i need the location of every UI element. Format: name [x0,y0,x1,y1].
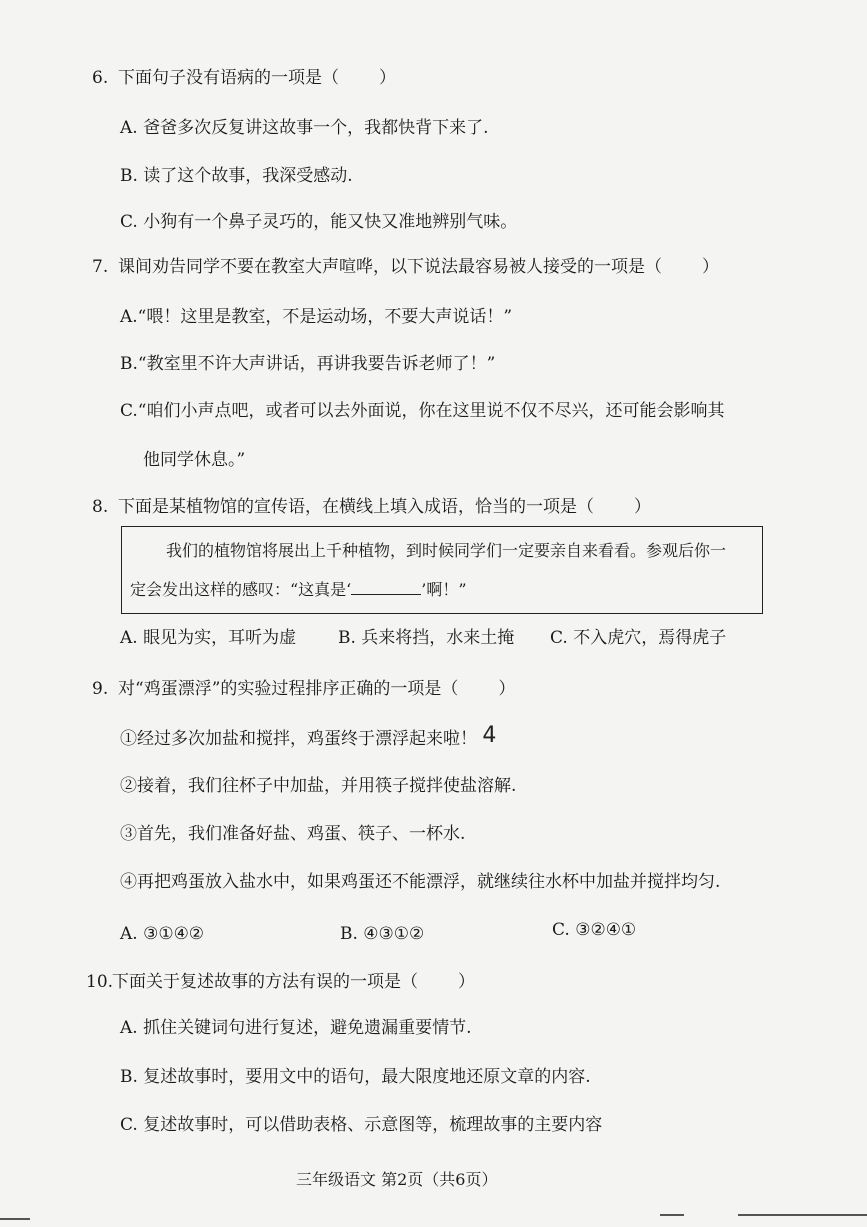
option-c-continued: 他同学休息。” [143,450,246,470]
option-a: A. 抓住关键词句进行复述，避免遗漏重要情节. [120,1018,472,1038]
step-3: ③首先，我们准备好盐、鸡蛋、筷子、一杯水. [120,824,466,844]
step-2: ②接着，我们往杯子中加盐，并用筷子搅拌使盐溶解. [120,776,517,796]
option-b: B. 兵来将挡，水来土掩 [338,628,515,648]
question-stem: 下面是某植物馆的宣传语，在横线上填入成语，恰当的一项是（ [118,497,594,517]
step-1 [120,723,497,751]
question-number: 10. [86,972,114,992]
option-a: A.“喂！这里是教室，不是运动场，不要大声说话！” [120,307,513,327]
question-number: 9. [92,679,109,699]
question-stem: 下面句子没有语病的一项是（ [118,68,339,88]
scan-edge-mark [738,1214,867,1216]
question-7 [92,255,719,279]
slogan-line-2 [130,579,467,601]
scan-edge-mark [0,1218,30,1220]
answer-paren-close: ） [379,68,396,88]
slogan-line-2-end: ’啊！” [421,580,467,599]
option-c: C. 小狗有一个鼻子灵巧的，能又快又准地辨别气味。 [120,212,518,232]
option-b: B.“教室里不许大声讲话，再讲我要告诉老师了！” [120,354,496,374]
answer-paren-close: ） [498,679,516,699]
answer-paren-close: ） [702,257,719,277]
question-9 [92,677,515,701]
page-footer: 三年级语文 第2页（共6页） [296,1170,498,1189]
option-c: C. 不入虎穴，焉得虎子 [550,628,727,648]
step-1-text: ①经过多次加盐和搅拌，鸡蛋终于漂浮起来啦！ [120,729,477,749]
option-a: A. ③①④② [120,924,205,944]
scan-edge-mark [660,1214,684,1216]
question-number: 8. [92,497,109,517]
fill-in-blank [351,580,421,595]
option-b: B. ④③①② [340,924,425,944]
option-c: C. 复述故事时，可以借助表格、示意图等，梳理故事的主要内容 [120,1115,603,1135]
answer-paren-close: ） [634,497,651,517]
question-6 [92,66,396,90]
slogan-box [121,526,763,614]
handwritten-mark: 4 [482,723,497,748]
question-stem: 下面关于复述故事的方法有误的一项是（ [112,972,418,992]
option-b: B. 读了这个故事，我深受感动. [120,166,353,186]
option-c: C.“咱们小声点吧，或者可以去外面说，你在这里说不仅不尽兴，还可能会影响其 [120,401,725,421]
option-b: B. 复述故事时，要用文中的语句，最大限度地还原文章的内容. [120,1067,591,1087]
step-4: ④再把鸡蛋放入盐水中，如果鸡蛋还不能漂浮，就继续往水杯中加盐并搅拌均匀. [120,872,721,892]
question-number: 7. [92,257,109,277]
question-stem: 课间劝告同学不要在教室大声喧哗，以下说法最容易被人接受的一项是（ [118,257,662,277]
question-number: 6. [92,68,109,88]
question-10 [86,970,475,994]
answer-paren-close: ） [458,972,475,992]
option-c: C. ③②④① [552,920,637,940]
option-a: A. 眼见为实，耳听为虚 [120,628,297,648]
slogan-line-2-start: 定会发出这样的感叹：“这真是‘ [130,580,352,599]
option-a: A. 爸爸多次反复讲这故事一个，我都快背下来了. [120,118,489,138]
question-8 [92,495,651,519]
question-stem: 对“鸡蛋漂浮”的实验过程排序正确的一项是（ [118,679,459,699]
slogan-line-1: 我们的植物馆将展出上千种植物，到时候同学们一定要亲自来看看。参观后你一 [166,541,727,560]
